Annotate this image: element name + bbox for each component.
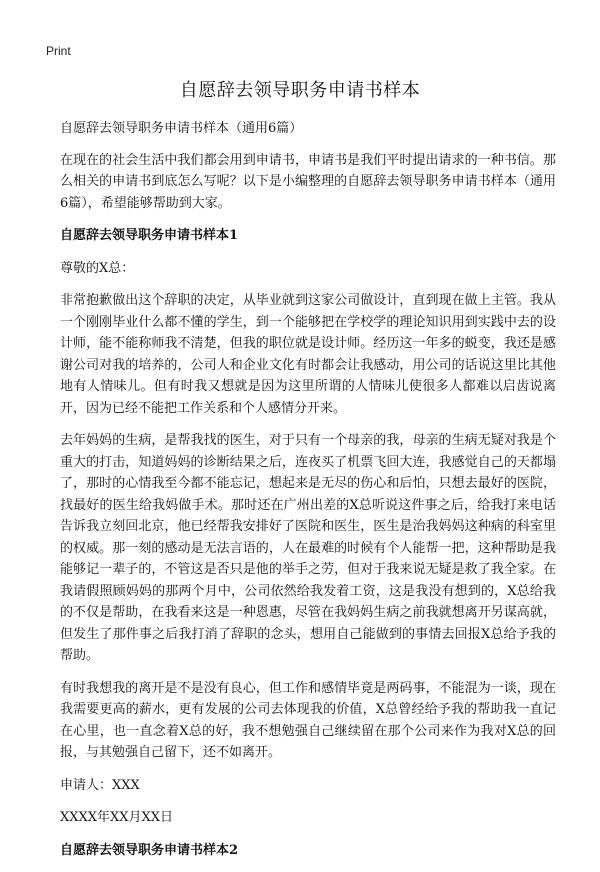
letter-date: XXXX年XX月XX日 — [60, 810, 174, 825]
section-heading-2: 自愿辞去领导职务申请书样本2 — [60, 842, 239, 858]
document-subtitle: 自愿辞去领导职务申请书样本（通用6篇） — [60, 121, 303, 136]
salutation: 尊敬的X总： — [60, 260, 135, 276]
section-heading-1: 自愿辞去领导职务申请书样本1 — [60, 228, 239, 243]
print-link[interactable]: Print — [46, 44, 71, 58]
body-paragraph: 去年妈妈的生病，是帮我找的医生，对于只有一个母亲的我，母亲的生病无疑对我是个重大的打击，知道妈妈的诊断结果之后，连夜买了机票飞回大连，我感觉自己的天都塌了，那时的心情我至今都不能忘记，想起来是无尽的伤心和后怕，只想去最好的医院，找最好的医生给我妈做手术。那时还在广州出差的X总听说这件事之后，给我打来电话告诉我立刻回北京，他已经帮我安排好了医院和医生，医生是治我妈妈这种病的科室里的权威。那一刻的感动是无法言语的，人在最难的时候有个人能帮一把，这种帮助是我能够记一辈子的，不管这是否只是他的举手之劳，但对于我来说无疑是救了我全家。在我请假照顾妈妈的那两个月中，公司依然给我发着工资，这是我没有想到的，X总给我的不仅是帮助，在我看来这是一种恩惠，尽管在我妈妈生病之前我就想离开另谋高就，但发生了那件事之后我打消了辞职的念头，想用自己能做到的事情去回报X总给予我的帮助。 — [60, 433, 556, 663]
body-paragraph: 非常抱歉做出这个辞职的决定，从毕业就到这家公司做设计，直到现在做上主管。我从一个刚刚毕业什么都不懂的学生，到一个能够把在学校学的理论知识用到实践中去的设计师，能不能称师我不清楚，但我的职位就是设计师。经历这一年多的蜕变，我还是感谢公司对我的培养的，公司人和企业文化有时都会让我感动，用公司的话说这里比其他地有人情味儿。但有时我又想就是因为这里所谓的人情味儿使很多人都难以启齿说离开，因为已经不能把工作关系和个人感情分开来。 — [60, 293, 556, 416]
page-title: 自愿辞去领导职务申请书样本 — [179, 80, 421, 101]
body-paragraph: 有时我想我的离开是不是没有良心，但工作和感情毕竟是两码事，不能混为一谈，现在我需要更高的薪水，更有发展的公司去体现我的价值，X总曾经给予我的帮助我一直记在心里，也一直念着X总的好，我不想勉强自己继续留在那个公司来作为我对X总的回报，与其勉强自己留下，还不如离开。 — [60, 680, 556, 760]
intro-paragraph: 在现在的社会生活中我们都会用到申请书，申请书是我们平时提出请求的一种书信。那么相关的申请书到底怎么写呢？以下是小编整理的自愿辞去领导职务申请书样本（通用6篇），希望能够帮助到大家。 — [60, 152, 556, 211]
applicant-signature: 申请人：XXX — [60, 777, 140, 793]
document-body — [60, 118, 556, 872]
